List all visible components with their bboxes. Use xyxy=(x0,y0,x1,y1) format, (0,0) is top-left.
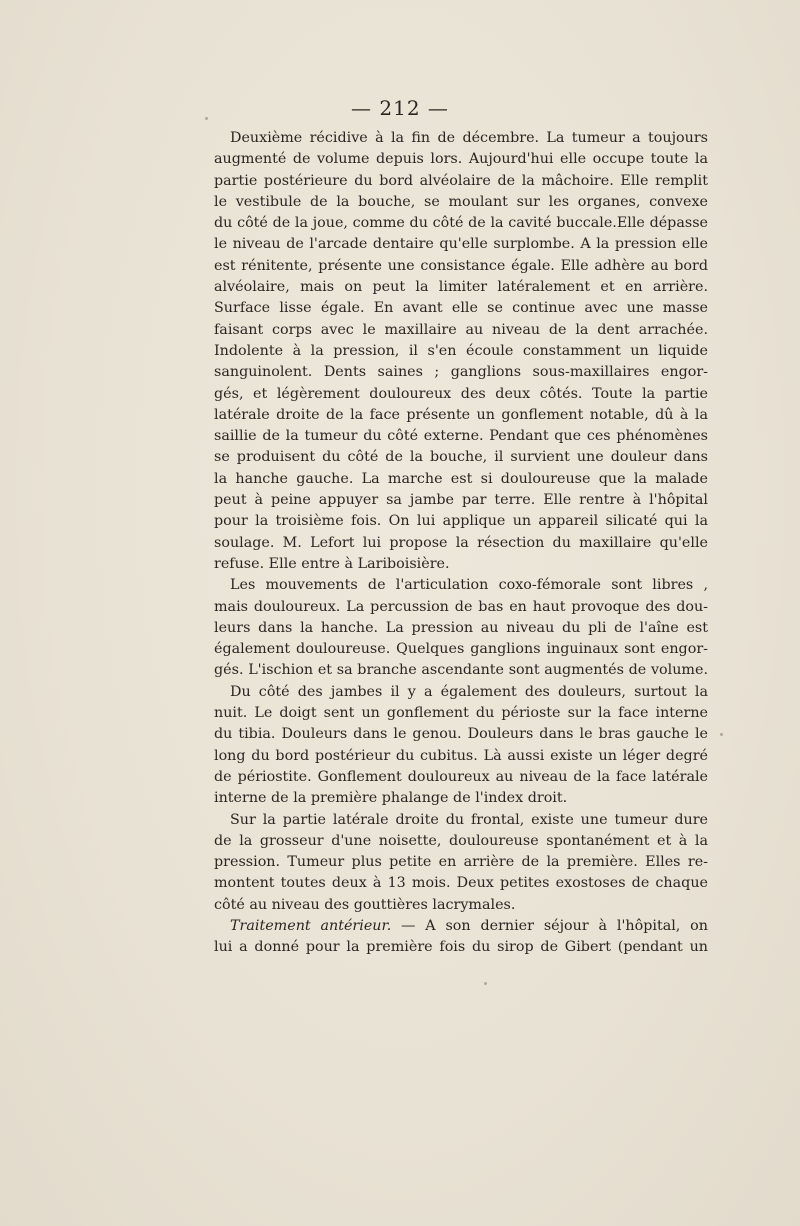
text-line: le niveau de l'arcade dentaire qu'elle surplombe. A la pression elle xyxy=(214,236,708,253)
paper-speck xyxy=(720,733,723,736)
text-line: Du côté des jambes il y a également des douleurs, surtout la xyxy=(230,683,708,700)
text-line: également douloureuse. Quelques ganglions inguinaux sont engor- xyxy=(214,641,708,658)
body-text xyxy=(214,128,708,959)
text-line: augmenté de volume depuis lors. Aujourd'hui elle occupe toute la xyxy=(214,151,708,168)
text-line: gés. L'ischion et sa branche ascendante sont augmentés de volume. xyxy=(214,662,708,679)
text-line: soulage. M. Lefort lui propose la résection du maxillaire qu'elle xyxy=(214,534,708,551)
text-line: du tibia. Douleurs dans le genou. Douleurs dans le bras gauche le xyxy=(214,726,708,743)
text-line: lui a donné pour la première fois du sirop de Gibert (pendant un xyxy=(214,939,708,956)
text-line: gés, et légèrement douloureux des deux côtés. Toute la partie xyxy=(214,385,708,402)
text-line: sanguinolent. Dents saines ; ganglions sous-maxillaires engor- xyxy=(214,364,708,381)
text-line: peut à peine appuyer sa jambe par terre. Elle rentre à l'hôpital xyxy=(214,492,708,509)
text-line: leurs dans la hanche. La pression au niveau du pli de l'aîne est xyxy=(214,619,708,636)
text-line: se produisent du côté de la bouche, il survient une douleur dans xyxy=(214,449,708,466)
italic-lead: Traitement antérieur. xyxy=(230,917,392,934)
text-line: mais douloureux. La percussion de bas en haut provoque des dou- xyxy=(214,598,708,615)
text-line: de la grosseur d'une noisette, douloureuse spontanément et à la xyxy=(214,832,708,849)
text-line: alvéolaire, mais on peut la limiter latéralement et en arrière. xyxy=(214,279,708,296)
paper-speck xyxy=(484,982,487,985)
text-line: latérale droite de la face présente un gonflement notable, dû à la xyxy=(214,406,708,423)
text-line: faisant corps avec le maxillaire au niveau de la dent arrachée. xyxy=(214,321,708,338)
text-line: Les mouvements de l'articulation coxo-fémorale sont libres , xyxy=(230,577,708,594)
text-line: nuit. Le doigt sent un gonflement du périoste sur la face interne xyxy=(214,705,708,722)
text-line: Deuxième récidive à la fin de décembre. La tumeur a toujours xyxy=(230,130,708,146)
page-number: — 212 — xyxy=(351,96,449,120)
text-line: de périostite. Gonflement douloureux au niveau de la face latérale xyxy=(214,768,708,785)
text-line: partie postérieure du bord alvéolaire de la mâchoire. Elle remplit xyxy=(214,172,708,189)
text-line: la hanche gauche. La marche est si douloureuse que la malade xyxy=(214,470,708,487)
text-line: refuse. Elle entre à Lariboisière. xyxy=(214,555,450,572)
text-line: saillie de la tumeur du côté externe. Pendant que ces phénomènes xyxy=(214,428,708,445)
text-line: Surface lisse égale. En avant elle se continue avec une masse xyxy=(214,300,708,317)
text-line: pour la troisième fois. On lui applique un appareil silicaté qui la xyxy=(214,513,708,530)
text-line-rest: — A son dernier séjour à l'hôpital, on xyxy=(401,917,708,934)
text-line: est rénitente, présente une consistance égale. Elle adhère au bord xyxy=(214,257,708,274)
text-line: côté au niveau des gouttières lacrymales. xyxy=(214,896,516,913)
text-line: du côté de la joue, comme du côté de la cavité buccale.Elle dépasse xyxy=(214,215,708,232)
paper-speck xyxy=(205,117,208,120)
text-line: interne de la première phalange de l'index droit. xyxy=(214,790,568,807)
text-line: Sur la partie latérale droite du frontal, existe une tumeur dure xyxy=(230,811,708,828)
text-line: long du bord postérieur du cubitus. Là aussi existe un léger degré xyxy=(214,747,708,764)
text-line: montent toutes deux à 13 mois. Deux petites exostoses de chaque xyxy=(214,875,708,892)
text-line-with-italic-lead xyxy=(214,916,708,937)
text-line: le vestibule de la bouche, se moulant sur les organes, convexe xyxy=(214,193,708,210)
text-line: Indolente à la pression, il s'en écoule constamment un liquide xyxy=(214,342,708,359)
text-line: pression. Tumeur plus petite en arrière de la première. Elles re- xyxy=(214,854,708,871)
